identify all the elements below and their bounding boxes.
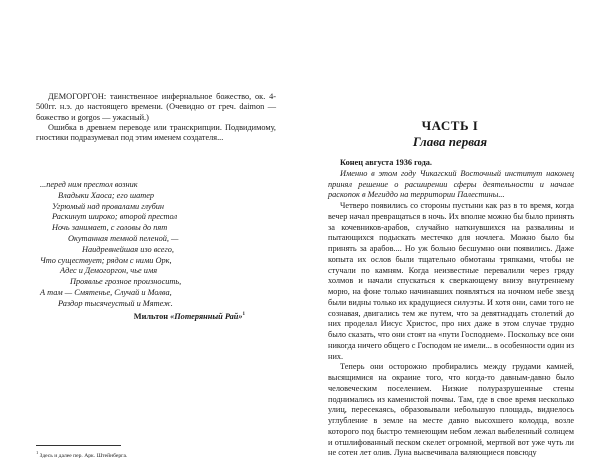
- chapter-title: Глава первая: [412, 134, 488, 149]
- poem-attribution: [40, 310, 245, 323]
- poem-line: Угрюмый над провалами глубин: [52, 201, 165, 211]
- body-paragraph: Четверо появились со стороны пустыни как раз в то время, когда вечер начал превращаться в ночь. Их вполне можно бы было принять за кочевников-арабов, случайно наткнувшихся на развалины и пытающихся подыскать местечко для ночлега. Можно было бы принять за арабов.... Но уж больно бесшумно они появились. Даже копыта их ослов были тщательно обмотаны тряпками, чтобы не стучали по камням. Когда неизвестные перевалили через гряду холмов и начали спускаться к сверкающему внизу внутреннему морю, на фоне только начинавших появляться на ночном небе звезд были видны только их крадущиеся силуэты. И хотя они, сами того не сознавая, двигались тем же путем, что за девятнадцать столетий до них проделал Иисус Христос, про них даже в этом случае трудно было сказать, что они стоят на «пути Господнем». Поскольку все они никогда ничего общего с Господом не имели... в особенности один из них.: [328, 201, 574, 361]
- chapter-body: [328, 158, 574, 459]
- poem-line: Владыки Хаоса; его шатер: [58, 190, 155, 200]
- poem-line: Раскинут широко; второй престол: [52, 212, 178, 222]
- part-title: ЧАСТЬ I: [421, 118, 479, 133]
- poem-line: Наидревнейшая изо всего,: [82, 244, 174, 254]
- epigraph-note: Ошибка в древнем переводе или транскрипции. Подвидимому, гностики подразумевал под этим именем создателя...: [36, 122, 276, 143]
- poem-line: Адес и Демогоргон, чье имя: [60, 266, 158, 276]
- poem-line: Проявлье грозное произносить,: [70, 277, 182, 287]
- body-paragraph: Теперь они осторожно пробирались между грудами камней, высящимися на окраине того, что когда-то давным-давно было человеческим поселением. Низкие полуразрушенные стены поднимались из каменистой почвы. Там, где в свое время несколько улиц, пересекаясь, образовывали небольшую площадь, виднелось углубление в земле на месте давно высохшего колодца, возле которого под быстро темнеющим небом лежал выбеленный солнцем и отшлифованный песком скелет огромной, мертвой вот уже чуть ли не сотен лет олив. Луна высвечивала валяющиеся повсюду: [328, 362, 574, 458]
- epigraph-definition: ДЕМОГОРГОН: таинственное инфернальное божество, ок. 4-500гг. н.э. до настоящего времени. (Очевидно от греч. daimon — божество и gorgos — ужасный.): [36, 92, 276, 122]
- attribution-work: «Потерянный Рай»: [170, 311, 243, 321]
- intro-paragraph: Именно в этом году Чикагский Восточный институт наконец принял решение о расширении сферы деятельности и начале раскопок в Мегиддо на территории Палестины...: [328, 168, 574, 200]
- footnote-text: Здесь и далее пер. Арк. Штейнберга.: [39, 452, 128, 459]
- attribution-author: Мильтон: [133, 311, 168, 321]
- footnote-divider: [36, 445, 121, 446]
- footnote-reference: 1: [242, 311, 245, 317]
- epigraph: [36, 92, 276, 143]
- date-line: Конец августа 1936 года.: [340, 158, 432, 167]
- poem-line: Раздор тысячеустый и Мятеж.: [58, 298, 173, 308]
- poem-line: ...перед ним престол возник: [40, 180, 138, 189]
- poem-excerpt: [40, 180, 245, 322]
- footnote-number: 1: [36, 450, 39, 455]
- poem-line: А там — Смятенье, Случай и Молва,: [40, 287, 172, 297]
- poem-line: Что существует; рядом с ними Орк,: [40, 255, 172, 265]
- poem-line: Ночь занимает, с головы до пят: [52, 223, 168, 233]
- poem-line: Окутанная темной пеленой, —: [68, 233, 179, 243]
- footnote: [36, 449, 276, 460]
